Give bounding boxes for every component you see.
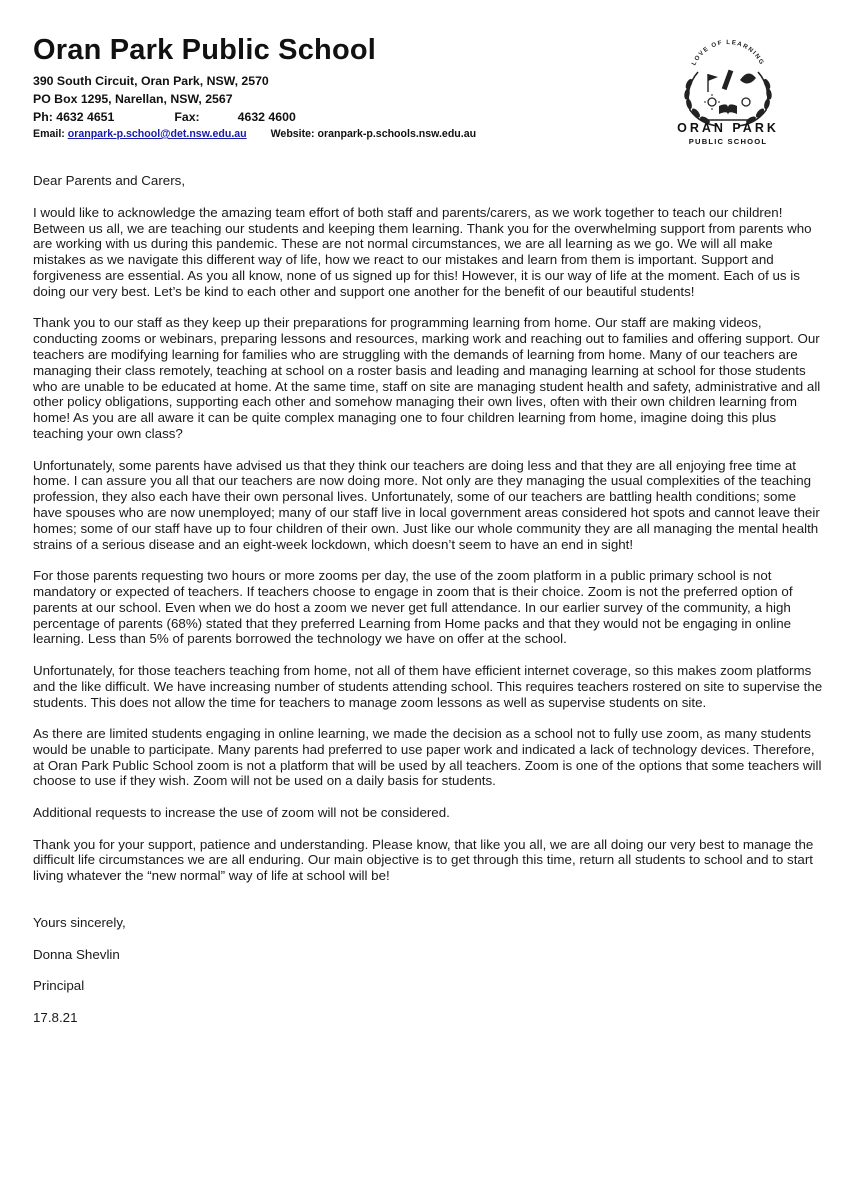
school-name: Oran Park Public School <box>33 34 377 66</box>
fax-number: 4632 4600 <box>237 110 296 124</box>
letter-body <box>33 173 823 1041</box>
website-label: Website: <box>270 128 315 140</box>
paragraph-7: Additional requests to increase the use of zoom will not be considered. <box>33 805 450 821</box>
signatory-name: Donna Shevlin <box>33 946 120 962</box>
valediction: Yours sincerely, <box>33 915 126 931</box>
email-website-row <box>33 127 633 142</box>
paragraph-6: As there are limited students engaging in online learning, we made the decision as a school not to fully use zoom, as many students would be unable to participate. Many parents had preferred to use paper work and indicated a lack of technology devices. Therefore, at Oran Park Public School zoom is not a platform that will be used by all teachers. Zoom is one of the options that some teachers will choose to use if they wish. Zoom will not be used on a daily basis for students. <box>33 726 822 789</box>
email-link[interactable]: oranpark-p.school@det.nsw.edu.au <box>67 128 247 140</box>
paragraph-2: Thank you to our staff as they keep up their preparations for programming learning from home. Our staff are making videos, conducting zooms or webinars, preparing lessons and resources, marking work and reaching out to families and offering support. Our teachers are modifying learning for families who are struggling with the demands of learning from home. Many of our teachers are managing their class remotely, teaching at school on a roster basis and leading and managing learning at school for those students who are unable to be educated at home. At the same time, staff on site are managing student health and safety, administrative and all other policy obligations, supporting each other and somehow managing their own lives, often with their own children learning from home! As you are all aware it can be quite complex managing one to four children learning from home, imagine doing this plus teaching your own class? <box>33 315 821 441</box>
paragraph-3: Unfortunately, some parents have advised us that they think our teachers are doing less and that they are all enjoying free time at home. I can assure you all that our teachers are now doing more. Not only are they managing the usual complexities of the teaching profession, they also each have their own personal lives. Unfortunately, some of our teachers are battling health conditions; some have spouses who are now unemployed; many of our staff live in local government areas considered hot spots and cannot leave their homes; some of our staff have up to four children of their own. Just like our whole community they are all managing the mental health strains of a serious disease and an eight-week lockdown, which doesn’t seem to have an end in sight! <box>33 457 820 552</box>
paragraph-5: Unfortunately, for those teachers teaching from home, not all of them have efficient internet coverage, so this makes zoom platforms and the like difficult. We have increasing number of students attending school. This requires teachers rostered on site to supervise the students. This does not allow the time for teachers to manage zoom lessons as well as supervise students on site. <box>33 662 823 710</box>
svg-text:LOVE OF LEARNING <box>690 39 765 67</box>
letterhead <box>33 34 633 142</box>
letter-date: 17.8.21 <box>33 1009 78 1025</box>
logo-motto: LOVE OF LEARNING <box>690 38 766 67</box>
address-line-2: PO Box 1295, Narellan, NSW, 2567 <box>33 92 233 106</box>
website-text: oranpark-p.schools.nsw.edu.au <box>317 128 477 140</box>
phone-label: Ph: 4632 4651 <box>33 110 115 124</box>
address-line-1: 390 South Circuit, Oran Park, NSW, 2570 <box>33 74 269 88</box>
fax-label: Fax: <box>174 110 200 124</box>
salutation: Dear Parents and Carers, <box>33 173 186 188</box>
paragraph-4: For those parents requesting two hours or more zooms per day, the use of the zoom platform in a public primary school is not mandatory or expected of teachers. If teachers choose to engage in zoom that is their choice. Zoom is not the preferred option of parents at our school. Even when we do host a zoom we never get full attendance. In our earlier survey of the community, a high percentage of parents (68%) stated that they preferred Learning from Home packs and that they would not be engaging in online learning. Less than 5% of parents borrowed the technology we have on offer at the school. <box>33 568 793 647</box>
paragraph-8: Thank you for your support, patience and understanding. Please know, that like you all, we are all doing our very best to manage the difficult life circumstances we are all enduring. Our main objective is to get through this time, return all students to school and to start living whatever the “new normal” way of life at school will be! <box>33 836 814 884</box>
paragraph-1: I would like to acknowledge the amazing team effort of both staff and parents/carers, as we work together to teach our children! Between us all, we are teaching our students and keeping them learning. Thank you for the overwhelming support from parents who are working with us during this pandemic. These are not normal circumstances, we are all learning as we go. We will all make mistakes as we navigate this different way of life, how we react to our mistakes and learn from them is important. Support and forgiveness are essential. As you all know, none of us signed up for this! However, it is our way of life at the moment. Each of us is doing our very best. Let’s be kind to each other and support one another for the benefit of our beautiful students! <box>33 204 812 299</box>
logo-title: ORAN PARK <box>677 121 779 135</box>
signatory-title: Principal <box>33 978 85 994</box>
logo-subtitle: PUBLIC SCHOOL <box>688 137 768 146</box>
phone-fax-row <box>33 108 633 126</box>
email-label: Email: <box>33 128 65 140</box>
